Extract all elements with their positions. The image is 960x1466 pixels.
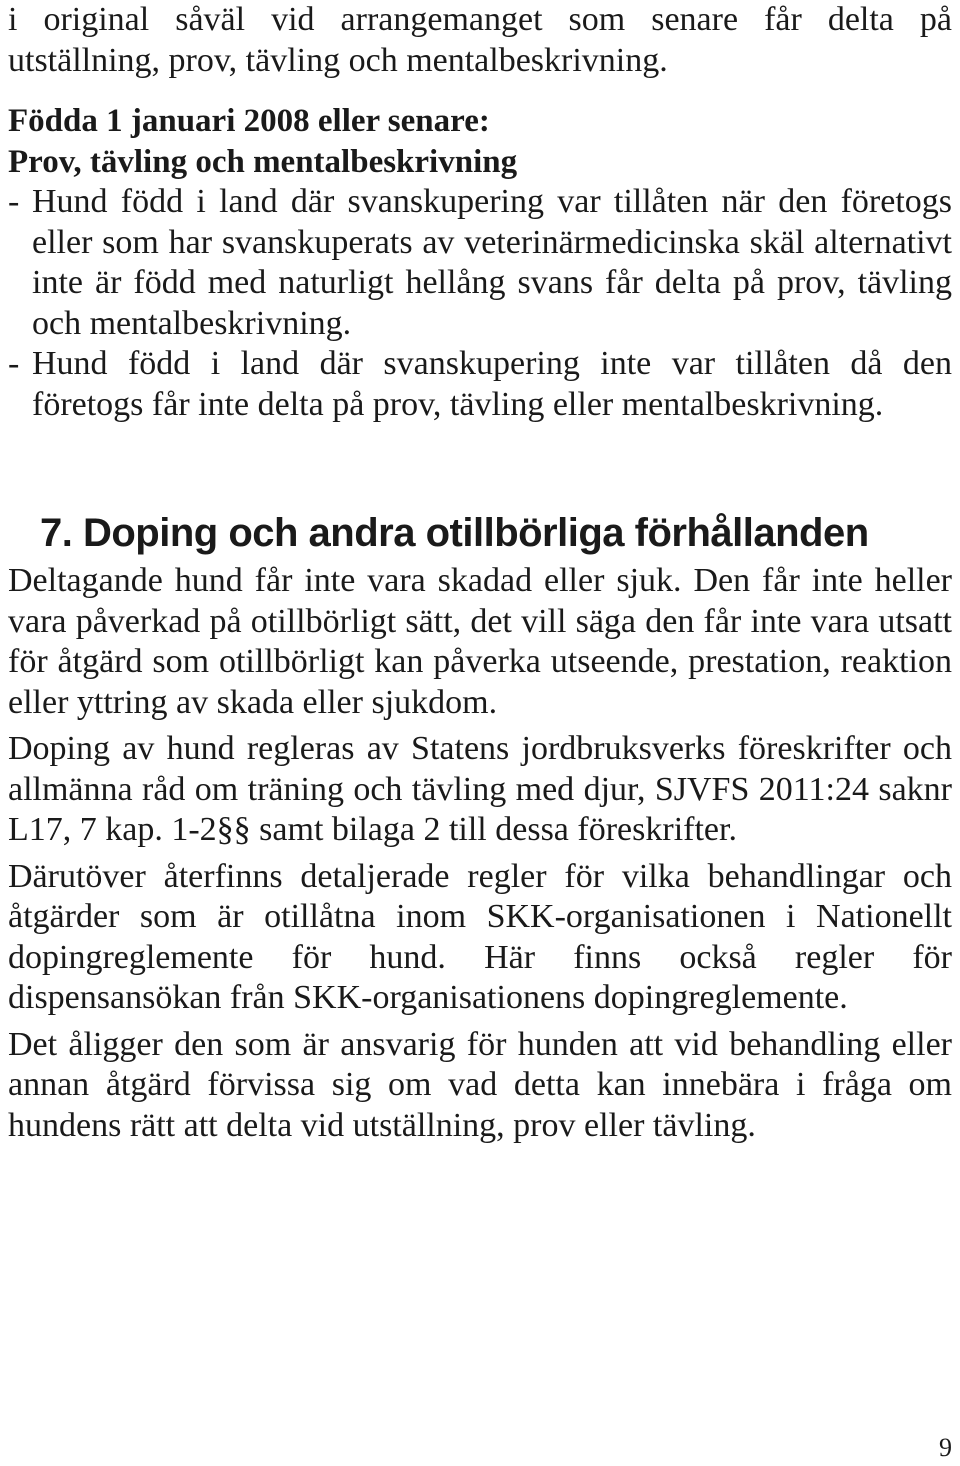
bullet-dash: - <box>8 183 20 220</box>
bullet-text: Hund född i land där svanskupering var tillåten när den företogs eller som har svanskuperats av veterinärmedicinska skäl alternativt inte är född med naturligt hellång svans får delta på prov, tävling och mentalbeskrivning. <box>32 183 952 342</box>
bullet-dash: - <box>8 345 20 382</box>
intro-paragraph: i original såväl vid arrangemanget som senare får delta på utställning, prov, tävling och mentalbeskrivning. <box>8 1 952 79</box>
paragraph-doping-rules: Därutöver återfinns detaljerade regler för vilka behandlingar och åtgärder som är otillåtna inom SKK-organisationen i Nationellt dopingreglemente för hund. Här finns också regler för dispensansökan från SKK-organisationens dopingreglemente. <box>8 857 952 1016</box>
subheading-activities: Prov, tävling och mentalbeskrivning <box>8 143 518 180</box>
page-number: 9 <box>939 1433 952 1462</box>
section-number: 7. <box>40 511 73 555</box>
paragraph-regulation: Doping av hund regleras av Statens jordbruksverks föreskrifter och allmänna råd om träning och tävling med djur, SJVFS 2011:24 saknr L17, 7 kap. 1-2§§ samt bilaga 2 till dessa föreskrifter. <box>8 730 952 848</box>
paragraph-health: Deltagande hund får inte vara skadad eller sjuk. Den får inte heller vara påverkad på otillbörligt sätt, det vill säga den får inte vara utsatt för åtgärd som otillbörligt kan påverka utseende, prestation, reaktion eller yttring av skada eller sjukdom. <box>8 562 952 721</box>
document-page <box>8 0 952 1146</box>
subheading-birth-date: Födda 1 januari 2008 eller senare: <box>8 103 490 139</box>
paragraph-responsibility: Det åligger den som är ansvarig för hunden att vid behandling eller annan åtgärd förvissa sig om vad detta kan innebära i fråga om hundens rätt att delta vid utställning, prov eller tävling. <box>8 1025 952 1144</box>
bullet-text: Hund född i land där svanskupering inte var tillåten då den företogs får inte delta på prov, tävling eller mentalbeskrivning. <box>32 345 952 423</box>
bullet-item-docked-allowed <box>8 182 952 344</box>
bullet-item-docked-not-allowed <box>8 344 952 425</box>
section-title: Doping och andra otillbörliga förhållanden <box>82 511 869 555</box>
section-heading <box>40 509 952 557</box>
